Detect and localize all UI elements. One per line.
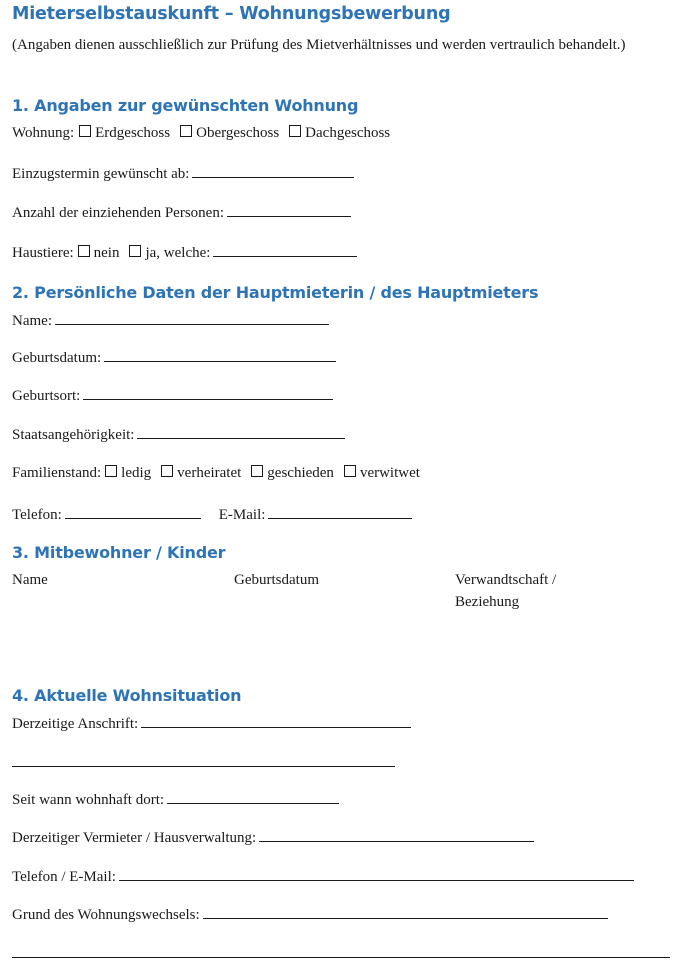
checkbox-geschieden[interactable]	[251, 465, 263, 477]
telefon-label: Telefon:	[12, 507, 62, 523]
option-verwitwet-label: verwitwet	[359, 465, 420, 481]
anschrift-field-line-2[interactable]	[12, 766, 395, 767]
option-verwitwet[interactable]	[344, 463, 420, 483]
checkbox-erdgeschoss[interactable]	[79, 125, 91, 137]
einzug-label: Einzugstermin gewünscht ab:	[12, 166, 190, 182]
haustiere-label: Haustiere:	[12, 245, 74, 261]
seit-field[interactable]	[167, 789, 339, 804]
staat-field[interactable]	[137, 424, 345, 439]
telefon-field[interactable]	[65, 504, 201, 519]
einzug-field[interactable]	[192, 163, 354, 178]
checkbox-verheiratet[interactable]	[161, 465, 173, 477]
email-field[interactable]	[268, 504, 412, 519]
telefon-email-label: Telefon / E-Mail:	[12, 869, 116, 885]
option-erdgeschoss[interactable]	[79, 123, 170, 143]
telefon-email-field[interactable]	[119, 866, 634, 881]
option-haustiere-ja[interactable]	[129, 243, 210, 263]
grund-label: Grund des Wohnungswechsels:	[12, 907, 200, 923]
geburtsdatum-row	[12, 347, 336, 368]
geburtsort-field[interactable]	[83, 385, 333, 400]
seit-label: Seit wann wohnhaft dort:	[12, 792, 165, 808]
checkbox-obergeschoss[interactable]	[180, 125, 192, 137]
checkbox-haustiere-ja[interactable]	[129, 245, 141, 257]
grund-field-line-2[interactable]	[12, 957, 670, 958]
geburtsdatum-label: Geburtsdatum:	[12, 350, 102, 366]
option-geschieden[interactable]	[251, 463, 334, 483]
section-3-heading: 3. Mitbewohner / Kinder	[12, 543, 226, 562]
option-geschieden-label: geschieden	[267, 465, 334, 481]
column-header-name: Name	[12, 572, 48, 588]
wohnung-row	[12, 123, 400, 143]
section-1-heading: 1. Angaben zur gewünschten Wohnung	[12, 96, 359, 115]
vermieter-label: Derzeitiger Vermieter / Hausverwaltung:	[12, 830, 257, 846]
familienstand-row	[12, 463, 430, 483]
grund-row	[12, 904, 608, 925]
haustiere-row	[12, 242, 357, 263]
haustiere-field[interactable]	[213, 242, 357, 257]
vermieter-field[interactable]	[259, 827, 534, 842]
seit-row	[12, 789, 339, 810]
option-haustiere-nein-label: nein	[93, 245, 120, 261]
section-4-heading: 4. Aktuelle Wohnsituation	[12, 686, 242, 705]
email-label: E-Mail:	[218, 507, 266, 523]
option-verheiratet[interactable]	[161, 463, 241, 483]
kontakt-row	[12, 504, 412, 525]
checkbox-haustiere-nein[interactable]	[78, 245, 90, 257]
grund-field[interactable]	[203, 904, 608, 919]
anschrift-label: Derzeitige Anschrift:	[12, 716, 139, 732]
geburtsort-row	[12, 385, 333, 406]
option-ledig[interactable]	[105, 463, 151, 483]
geburtsort-label: Geburtsort:	[12, 388, 81, 404]
intro-text: (Angaben dienen ausschließlich zur Prüfung des Mietverhältnisses und werden vertraulich behandelt.)	[12, 37, 626, 53]
name-field[interactable]	[55, 310, 329, 325]
name-row	[12, 310, 329, 331]
personen-label: Anzahl der einziehenden Personen:	[12, 205, 224, 221]
geburtsdatum-field[interactable]	[104, 347, 336, 362]
staat-label: Staatsangehörigkeit:	[12, 427, 135, 443]
wohnung-label: Wohnung:	[12, 125, 75, 141]
checkbox-ledig[interactable]	[105, 465, 117, 477]
option-haustiere-nein[interactable]	[78, 243, 120, 263]
einzug-row	[12, 163, 354, 184]
personen-row	[12, 202, 351, 223]
section-2-heading: 2. Persönliche Daten der Hauptmieterin / des Hauptmieters	[12, 283, 539, 302]
vermieter-row	[12, 827, 534, 848]
column-header-beziehung: Verwandtschaft / Beziehung	[455, 572, 557, 610]
option-dachgeschoss[interactable]	[289, 123, 390, 143]
option-verheiratet-label: verheiratet	[177, 465, 242, 481]
option-haustiere-ja-label: ja, welche:	[145, 245, 211, 261]
staat-row	[12, 424, 345, 445]
option-ledig-label: ledig	[121, 465, 152, 481]
document-title: Mieterselbstauskunft – Wohnungsbewerbung	[12, 4, 451, 24]
column-header-geburtsdatum: Geburtsdatum	[234, 572, 319, 588]
checkbox-dachgeschoss[interactable]	[289, 125, 301, 137]
personen-field[interactable]	[227, 202, 351, 217]
option-obergeschoss-label: Obergeschoss	[196, 125, 280, 141]
option-erdgeschoss-label: Erdgeschoss	[95, 125, 171, 141]
checkbox-verwitwet[interactable]	[344, 465, 356, 477]
name-label: Name:	[12, 313, 52, 329]
familienstand-label: Familienstand:	[12, 465, 102, 481]
option-obergeschoss[interactable]	[180, 123, 279, 143]
option-dachgeschoss-label: Dachgeschoss	[305, 125, 391, 141]
anschrift-row	[12, 713, 411, 734]
telefon-email-row	[12, 866, 634, 887]
anschrift-field[interactable]	[141, 713, 411, 728]
